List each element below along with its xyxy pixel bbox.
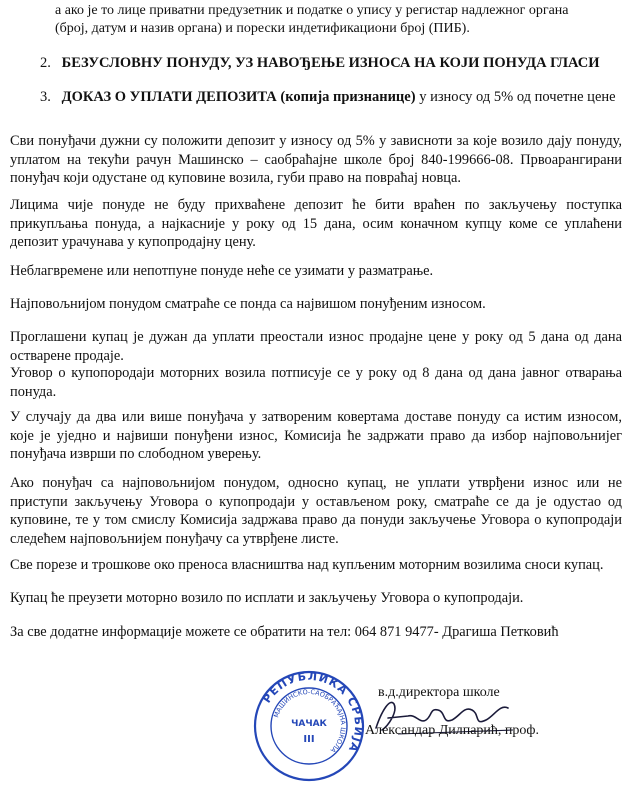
paragraph-payment: Проглашени купац је дужан да уплати преостали износ продајне цене у року од 5 дана од дана остварене продаје. <box>10 329 622 364</box>
list-item-3 <box>40 88 620 106</box>
paragraph-taxes: Све порезе и трошкове око преноса власништва над купљеним моторним возилима сноси купац. <box>10 557 604 573</box>
list-item-bold-text: БЕЗУСЛОВНУ ПОНУДУ, УЗ НАВОЂЕЊЕ ИЗНОСА НА КОЈИ ПОНУДА ГЛАСИ <box>61 55 600 71</box>
stamp-inner-text: МАШИНСКО-САОБРАЋАЈНА ШКОЛА <box>272 687 348 755</box>
stamp-city: ЧАЧАК <box>291 719 327 729</box>
list-number: 3. <box>40 89 51 105</box>
school-stamp <box>253 670 365 782</box>
intro-line: а ако је то лице приватни предузетник и податке о упису у регистар надлежног органа <box>55 3 569 18</box>
list-number: 2. <box>40 55 51 71</box>
paragraph-best-offer: Најповољнијом понудом сматраће се понда са највишом понуђеним износом. <box>10 296 486 312</box>
intro-line: (број, датум и назив органа) и порески индетификациони број (ПИБ). <box>55 21 470 36</box>
paragraph-contract: Уговор о купопородаји моторних возила потписује се у року од 8 дана од дана јавног отварања понуда. <box>10 365 622 400</box>
paragraph-late-offers: Неблагвремене или непотпуне понуде неће се узимати у разматрање. <box>10 263 434 279</box>
stamp-outer-text: РЕПУБЛИКА СРБИЈА <box>260 670 365 755</box>
paragraph-withdrawal: Ако понуђач са најповољнијом понудом, односно купац, не уплати утврђени износ или не приступи закључењу Уговора о купопродаји у остављеном року, сматраће се да је одустао од куповине, те у том смислу Комисија задржава право да понуди закључење Уговора о купопродаји следећем најповољнијем понуђачу са утврђене листе. <box>10 475 622 547</box>
stamp-mark: III <box>303 734 315 745</box>
paragraph-refund: Лицима чије понуде не буду прихваћене депозит ће бити враћен по закључењу поступка прикупљања понуда, а најкасније у року од 15 дана, осим коначном купцу коме се уплаћени депозит урачунава у купопродајну цену. <box>10 197 622 250</box>
signatory-role: в.д.директора школе <box>378 685 500 700</box>
list-item-2 <box>40 54 620 72</box>
list-item-text: у износу од 5% од почетне цене <box>415 89 616 105</box>
intro-text <box>55 2 615 38</box>
list-item-bold-text: ДОКАЗ О УПЛАТИ ДЕПОЗИТА (копија признанице) <box>61 89 416 105</box>
paragraph-takeover: Купац ће преузети моторно возило по исплати и закључењу Уговора о купопродаји. <box>10 590 524 606</box>
paragraph-equal-offers: У случају да два или више понуђача у затвореним ковертама доставе понуду са истим износом, које је уједно и највиши понуђени износ, Комисија ће задржати право да избор најповољнијег понуђача изврши по слободном уверењу. <box>10 409 622 462</box>
signatory-name: Александар Дилпарић, проф. <box>365 723 539 738</box>
paragraph-deposit: Сви понуђачи дужни су положити депозит у износу од 5% у зависноти за које возило дају понуду, уплатом на текући рачун Машинско – саобраћајне школе број 840-199666-08. Првоарангирани понуђач који одустане од куповине возила, губи право на повраћај новца. <box>10 133 622 186</box>
paragraph-contact: За све додатне информације можете се обратити на тел: 064 871 9477- Драгиша Петковић <box>10 624 559 640</box>
